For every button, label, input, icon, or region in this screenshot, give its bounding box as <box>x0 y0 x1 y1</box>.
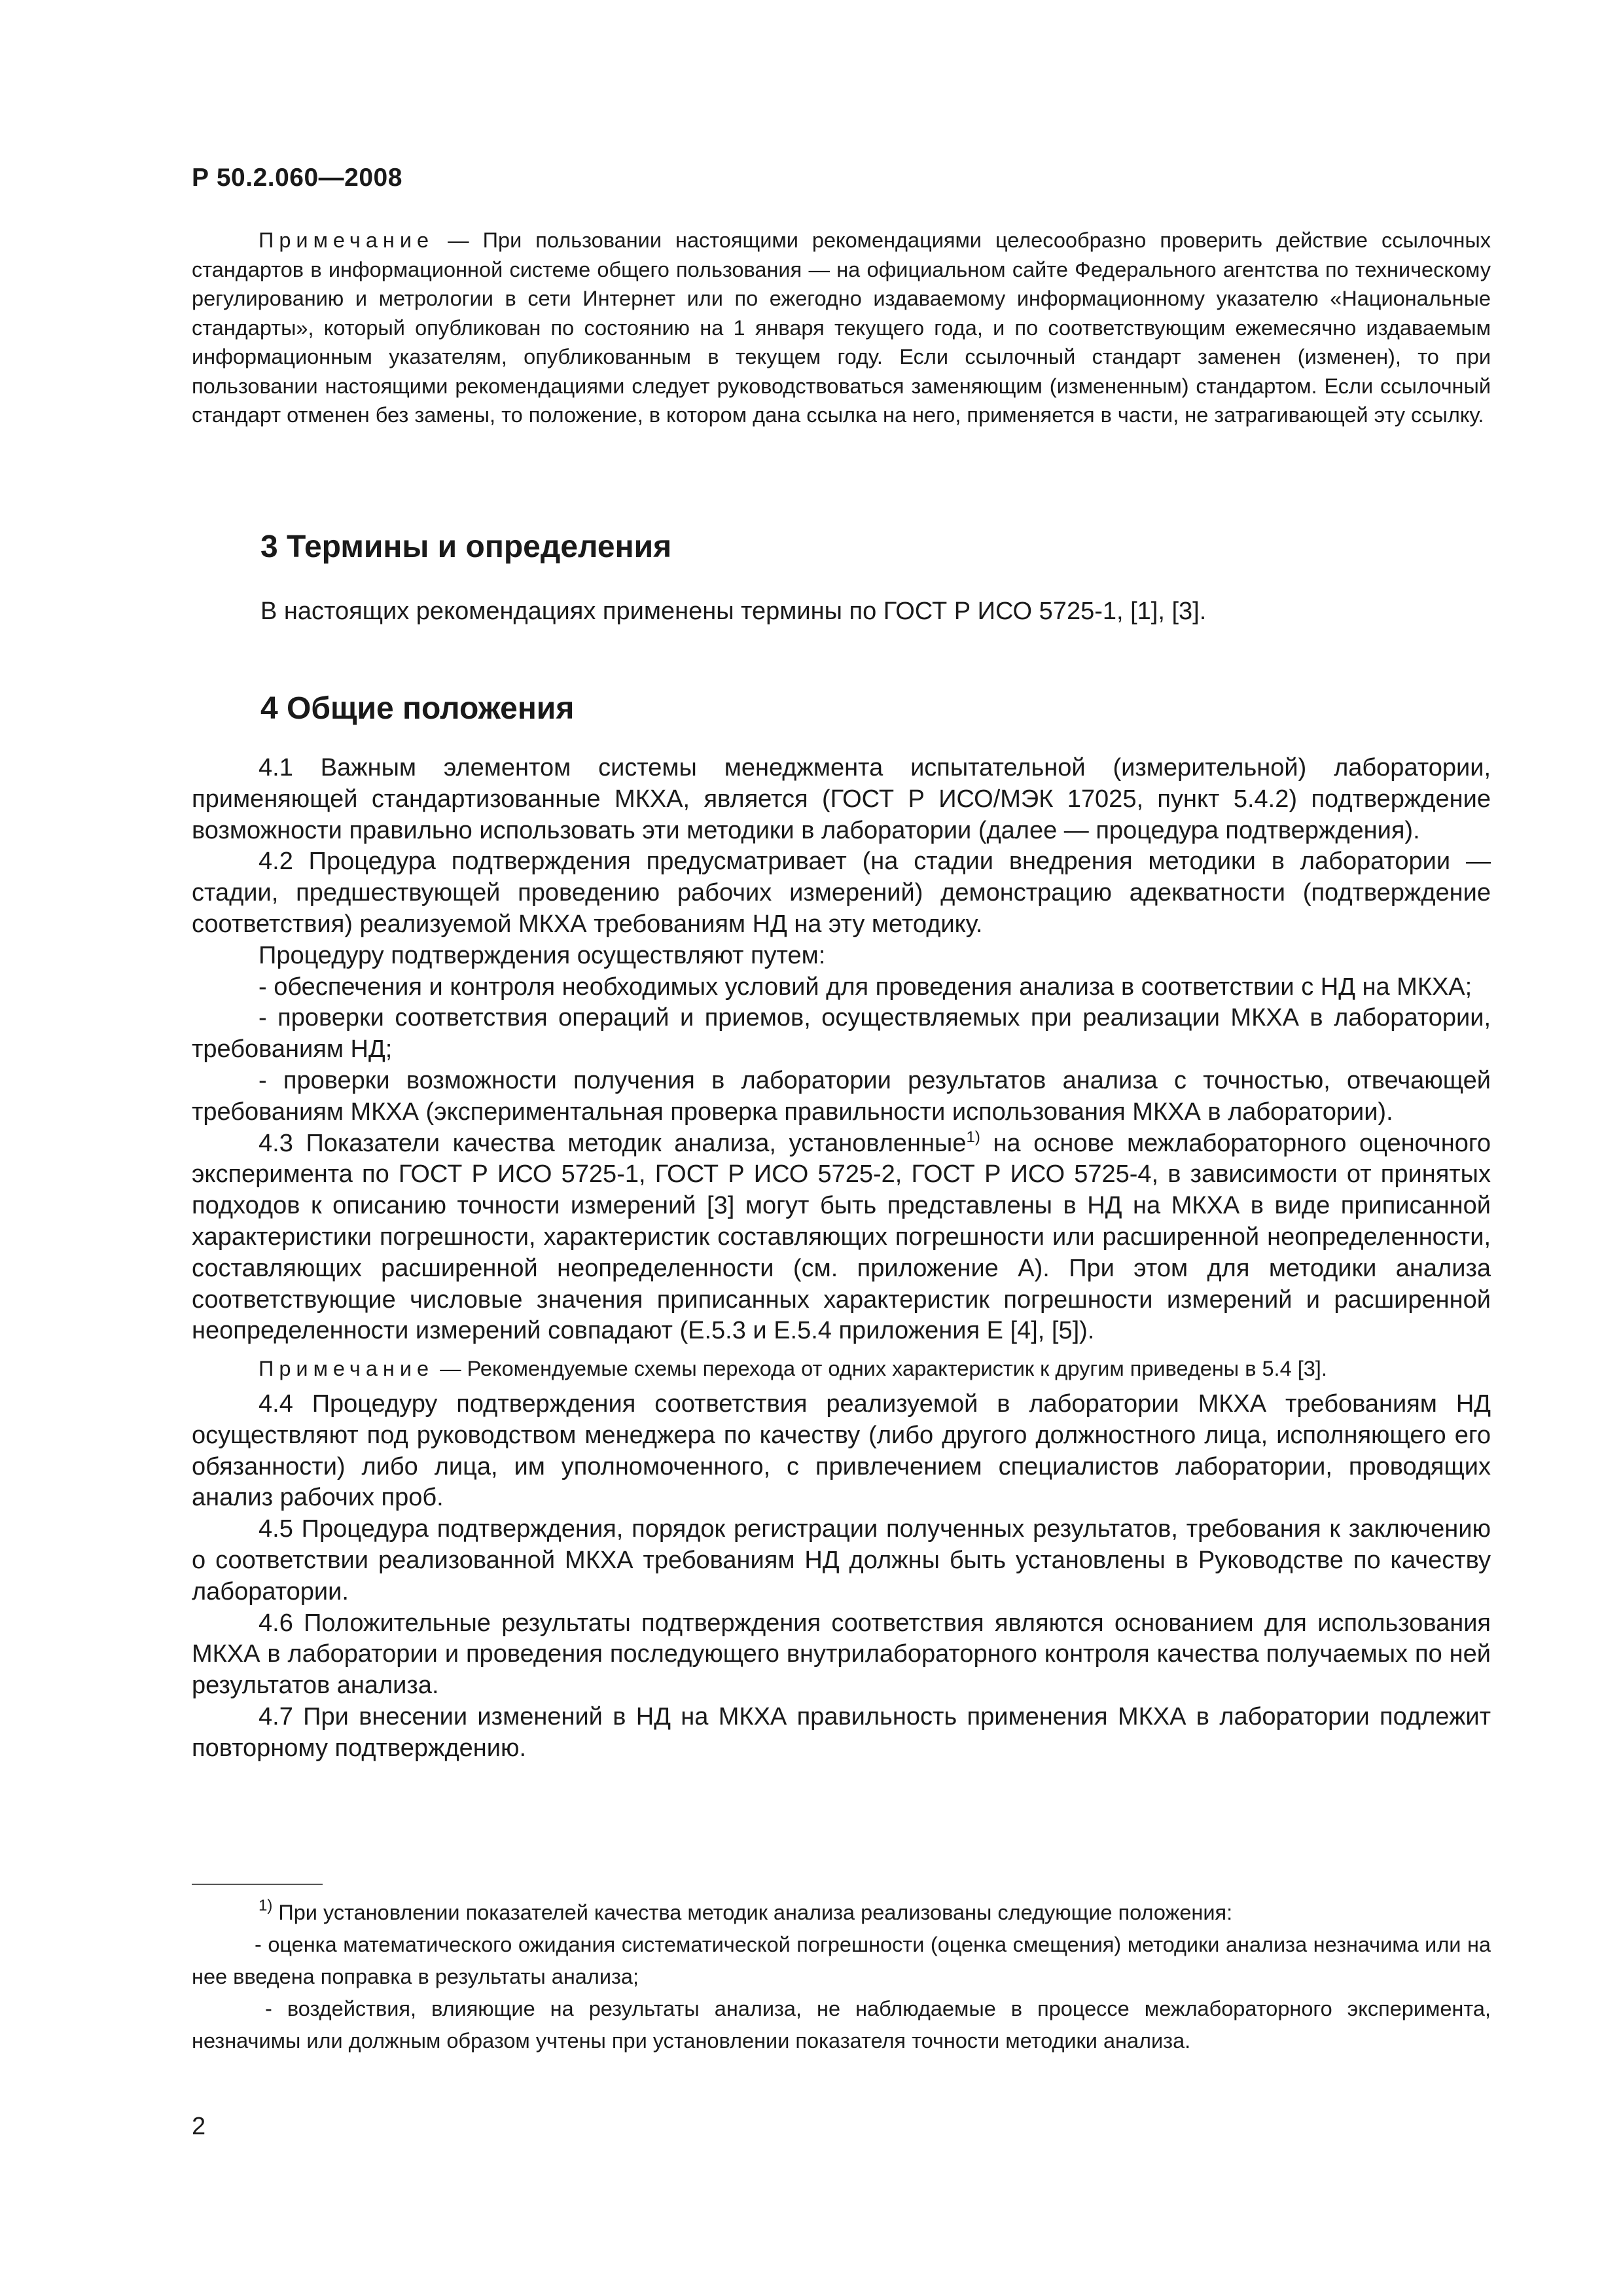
paragraph-4-3-start: 4.3 Показатели качества методик анализа, установленные <box>259 1129 967 1157</box>
list-item: - проверки соответствия операций и приемов, осуществляемых при реализации МКХА в лаборатории, требованиям НД; <box>192 1004 1491 1064</box>
section-3-text: В настоящих рекомендациях применены термины по ГОСТ Р ИСО 5725-1, [1], [3]. <box>260 598 1207 625</box>
footnotes <box>192 1897 1491 2057</box>
paragraph-4-2-intro: Процедуру подтверждения осуществляют путем: <box>259 941 826 969</box>
footnote-intro <box>192 1897 1491 1929</box>
paragraph-4-3-rest: на основе межлабораторного оценочного эксперимента по ГОСТ Р ИСО 5725-1, ГОСТ Р ИСО 5725-2, ГОСТ Р ИСО 5725-4, в зависимости от принятых подходов к описанию точности измерений [3] могут быть представлены в НД на МКХА в виде приписанной характеристики погрешности, характеристик составляющих погрешности или расширенной неопределенности, составляющих расширенной неопределенности (см. приложение А). При этом для методики анализа соответствующие числовые значения приписанных характеристик погрешности измерений и расширенной неопределенности измерений совпадают (Е.5.3 и Е.5.4 приложения Е [4], [5]). <box>192 1129 1491 1345</box>
section-3-title: 3 Термины и определения <box>260 529 672 564</box>
section-4-title: 4 Общие положения <box>260 691 575 726</box>
note-label: Примечание <box>259 228 435 252</box>
paragraph-4-3 <box>192 1128 1491 1348</box>
section-4-body <box>192 753 1491 1765</box>
paragraph-4-2: 4.2 Процедура подтверждения предусматривает (на стадии внедрения методики в лаборатории — стадии, предшествующей проведению рабочих измерений) демонстрацию адекватности (подтверждение соответствия) реализуемой МКХА требованиям НД на эту методику. <box>192 848 1491 938</box>
paragraph-4-1: 4.1 Важным элементом системы менеджмента испытательной (измерительной) лаборатории, применяющей стандартизованные МКХА, является (ГОСТ Р ИСО/МЭК 17025, пункт 5.4.2) подтверждение возможности правильно использовать эти методики в лаборатории (далее — процедура подтверждения). <box>192 754 1491 844</box>
page-number: 2 <box>192 2113 206 2140</box>
paragraph-4-6: 4.6 Положительные результаты подтверждения соответствия являются основанием для использования МКХА в лаборатории и проведения последующего внутрилабораторного контроля качества получаемых по ней результатов анализа. <box>192 1609 1491 1700</box>
footnote-intro-text: При установлении показателей качества методик анализа реализованы следующие положения: <box>278 1901 1233 1924</box>
footnote-ref: 1) <box>966 1128 980 1146</box>
footnote-item: - оценка математического ожидания систематической погрешности (оценка смещения) методики анализа незначима или на нее введена поправка в результаты анализа; <box>192 1933 1491 1988</box>
note-text: — При пользовании настоящими рекомендациями целесообразно проверить действие ссылочных стандартов в информационной системе общего пользования — на официальном сайте Федерального агентства по техническому регулированию и метрологии в сети Интернет или по ежегодно издаваемому информационному указателю «Национальные стандарты», который опубликован по состоянию на 1 января текущего года, и по соответствующим ежемесячно издаваемым информационным указателям, опубликованным в текущем году. Если ссылочный стандарт заменен (изменен), то при пользовании настоящими рекомендациями следует руководствоваться заменяющим (измененным) стандартом. Если ссылочный стандарт отменен без замены, то положение, в котором дана ссылка на него, применяется в части, не затрагивающей эту ссылку. <box>192 228 1491 427</box>
footnote-marker: 1) <box>259 1897 273 1914</box>
list-item: - обеспечения и контроля необходимых условий для проведения анализа в соответствии с НД на МКХА; <box>259 973 1472 1001</box>
document-code: Р 50.2.060—2008 <box>192 164 402 192</box>
note-4-3 <box>192 1354 1491 1385</box>
footnote-divider <box>192 1884 323 1885</box>
paragraph-4-4: 4.4 Процедуру подтверждения соответствия реализуемой в лаборатории МКХА требованиям НД осуществляют под руководством менеджера по качеству (либо другого должностного лица, исполняющего его обязанности) либо лица, им уполномоченного, с привлечением специалистов лаборатории, проводящих анализ рабочих проб. <box>192 1390 1491 1512</box>
paragraph-4-5: 4.5 Процедура подтверждения, порядок регистрации полученных результатов, требования к заключению о соответствии реализованной МКХА требованиям НД должны быть установлены в Руководстве по качеству лаборатории. <box>192 1515 1491 1605</box>
footnote-item: - воздействия, влияющие на результаты анализа, не наблюдаемые в процессе межлабораторного эксперимента, незначимы или должным образом учтены при установлении показателя точности методики анализа. <box>192 1997 1491 2053</box>
note-label: Примечание <box>259 1357 435 1381</box>
list-item: - проверки возможности получения в лаборатории результатов анализа с точностью, отвечающей требованиям МКХА (экспериментальная проверка правильности использования МКХА в лаборатории). <box>192 1066 1491 1126</box>
paragraph-4-7: 4.7 При внесении изменений в НД на МКХА правильность применения МКХА в лаборатории подлежит повторному подтверждению. <box>192 1702 1491 1762</box>
reference-note <box>192 226 1491 430</box>
note-text: — Рекомендуемые схемы перехода от одних характеристик к другим приведены в 5.4 [3]. <box>440 1357 1327 1381</box>
